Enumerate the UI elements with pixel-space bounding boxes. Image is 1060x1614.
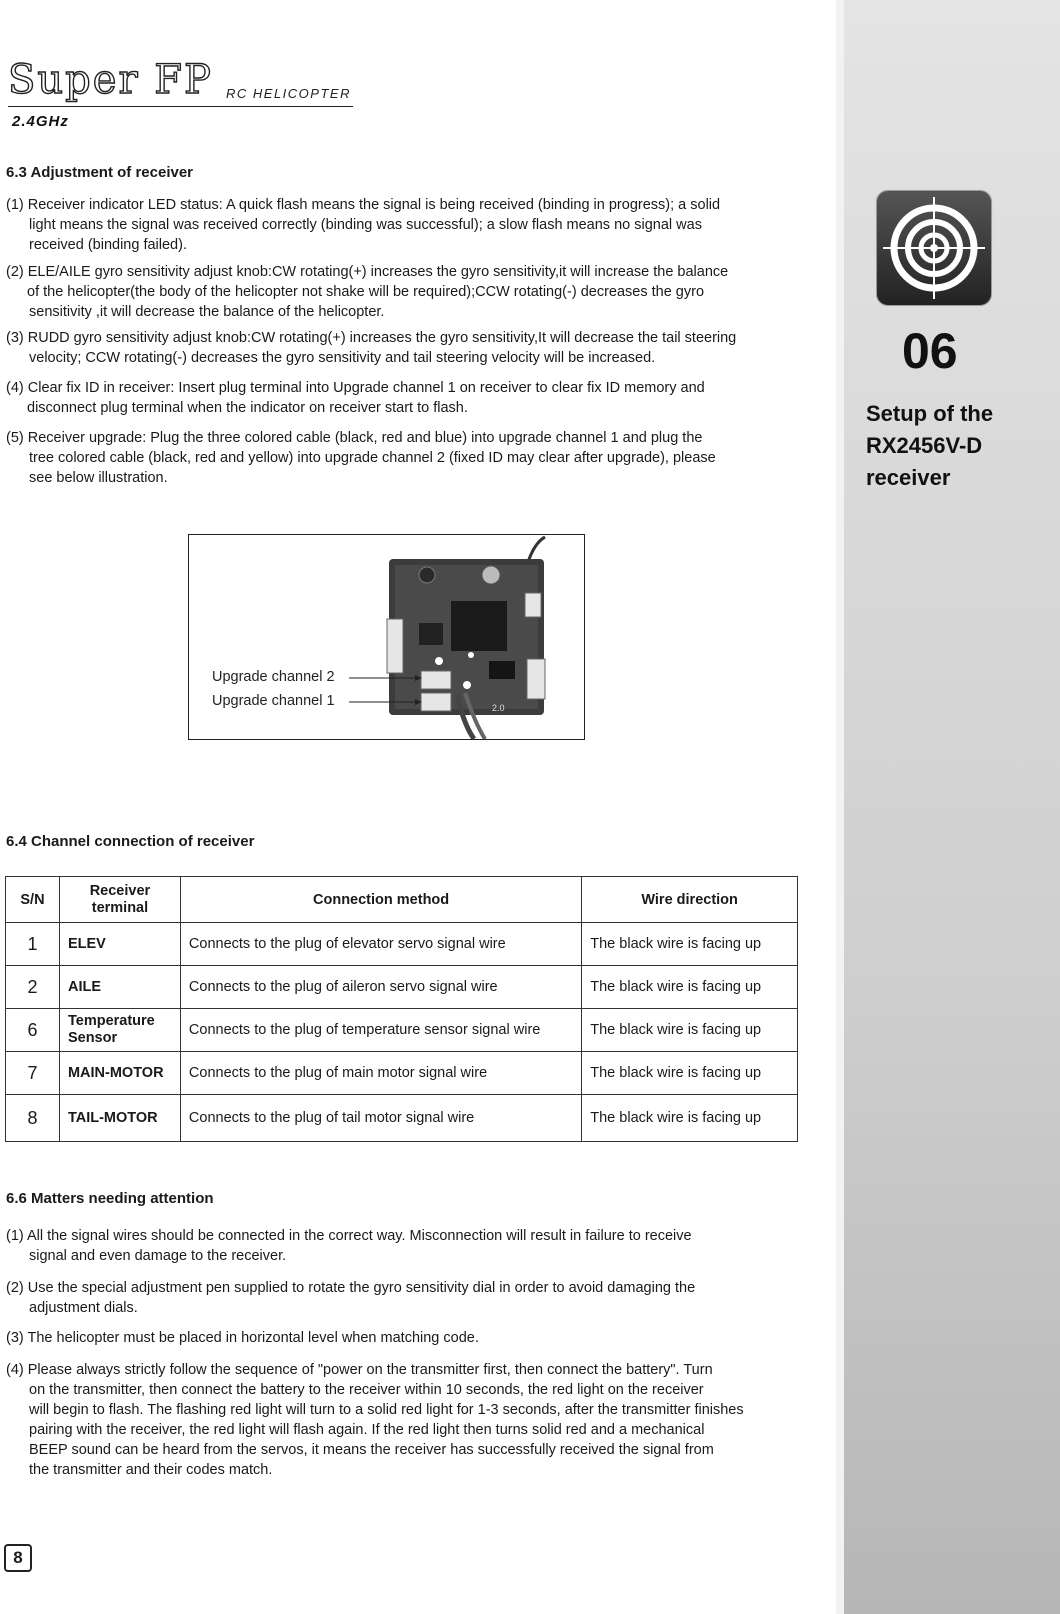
chapter-title-line: receiver [866,465,951,490]
list-item: (1) Receiver indicator LED status: A quick flash means the signal is being received (binding in progress); a solid light means the signal was received correctly (binding was successful); a slow flash means no signal was received (binding failed). [6,197,721,253]
chapter-title [866,398,1046,494]
row-terminal: AILE [59,966,180,1009]
table-header-row [6,877,798,923]
section-title-6-4: 6.4 Channel connection of receiver [6,833,255,850]
channel-connection-table [5,876,798,1142]
list-item: (3) The helicopter must be placed in horizontal level when matching code. [6,1330,479,1346]
row-method: Connects to the plug of tail motor signal wire [180,1095,581,1142]
logo-band: 2.4GHz [12,113,69,130]
row-sn: 2 [6,966,60,1009]
row-direction: The black wire is facing up [582,1052,798,1095]
board-marking: 2.0 [492,703,505,713]
row-direction: The black wire is facing up [582,923,798,966]
chapter-title-line: RX2456V-D [866,433,983,458]
header-method: Connection method [180,877,581,923]
page-number: 8 [4,1544,32,1572]
row-method: Connects to the plug of temperature sensor signal wire [180,1009,581,1052]
upgrade-channel-1-label: Upgrade channel 1 [212,693,335,709]
list-item: (3) RUDD gyro sensitivity adjust knob:CW rotating(+) increases the gyro sensitivity,It will decrease the tail steering velocity; CCW rotating(-) decreases the gyro sensitivity and tail steering velocity will be increased. [6,330,737,366]
list-item: (2) ELE/AILE gyro sensitivity adjust knob:CW rotating(+) increases the gyro sensitivity,it will increase the balance of the helicopter(the body of the helicopter not shake will be required);CCW rotating(-) decreases the gyro sensitivity ,it will decrease the balance of the helicopter. [6,264,729,320]
chapter-number: 06 [902,323,958,379]
row-terminal: TAIL-MOTOR [59,1095,180,1142]
target-icon [876,190,992,306]
row-direction: The black wire is facing up [582,1095,798,1142]
header-divider [8,106,353,107]
section-title-6-6: 6.6 Matters needing attention [6,1190,214,1207]
row-direction: The black wire is facing up [582,1009,798,1052]
chapter-title-line: Setup of the [866,401,994,426]
row-terminal: ELEV [59,923,180,966]
header-terminal: Receiver terminal [59,877,180,923]
list-item: (4) Please always strictly follow the sequence of "power on the transmitter first, then connect the battery". Turn on the transmitter, then connect the battery to the receiver within 10 seconds, the red light on the receiver will begin to flash. The flashing red light will turn to a solid red light for 1-3 seconds, after the transmitter finishes pairing with the receiver, the red light will flash again. If the red light then turns solid red and a mechanical BEEP sound can be heard from the servos, it means the receiver has successfully received the signal from the transmitter and their codes match. [6,1362,744,1478]
row-sn: 6 [6,1009,60,1052]
list-item: (1) All the signal wires should be connected in the correct way. Misconnection will result in failure to receive signal and even damage to the receiver. [6,1228,692,1264]
row-terminal: MAIN-MOTOR [59,1052,180,1095]
row-sn: 1 [6,923,60,966]
section-title-6-3: 6.3 Adjustment of receiver [6,164,194,181]
row-method: Connects to the plug of elevator servo signal wire [180,923,581,966]
table-row [6,1052,798,1095]
list-item: (4) Clear fix ID in receiver: Insert plug terminal into Upgrade channel 1 on receiver to clear fix ID memory and disconnect plug terminal when the indicator on receiver start to flash. [6,380,705,416]
table-row [6,1095,798,1142]
table-row [6,923,798,966]
header-sn: S/N [6,877,60,923]
upgrade-channel-2-label: Upgrade channel 2 [212,669,335,685]
table-row [6,1009,798,1052]
row-sn: 8 [6,1095,60,1142]
logo-subtitle: RC HELICOPTER [226,86,351,101]
logo-title: Super FP [8,57,213,103]
row-method: Connects to the plug of aileron servo signal wire [180,966,581,1009]
row-terminal: Temperature Sensor [59,1009,180,1052]
row-direction: The black wire is facing up [582,966,798,1009]
header-direction: Wire direction [582,877,798,923]
row-sn: 7 [6,1052,60,1095]
list-item: (2) Use the special adjustment pen supplied to rotate the gyro sensitivity dial in order to avoid damaging the adjustment dials. [6,1280,696,1316]
list-item: (5) Receiver upgrade: Plug the three colored cable (black, red and blue) into upgrade channel 1 and plug the tree colored cable (black, red and yellow) into upgrade channel 2 (fixed ID may clear after upgrade), please see below illustration. [6,430,716,486]
row-method: Connects to the plug of main motor signal wire [180,1052,581,1095]
table-row [6,966,798,1009]
receiver-illustration [188,534,585,740]
